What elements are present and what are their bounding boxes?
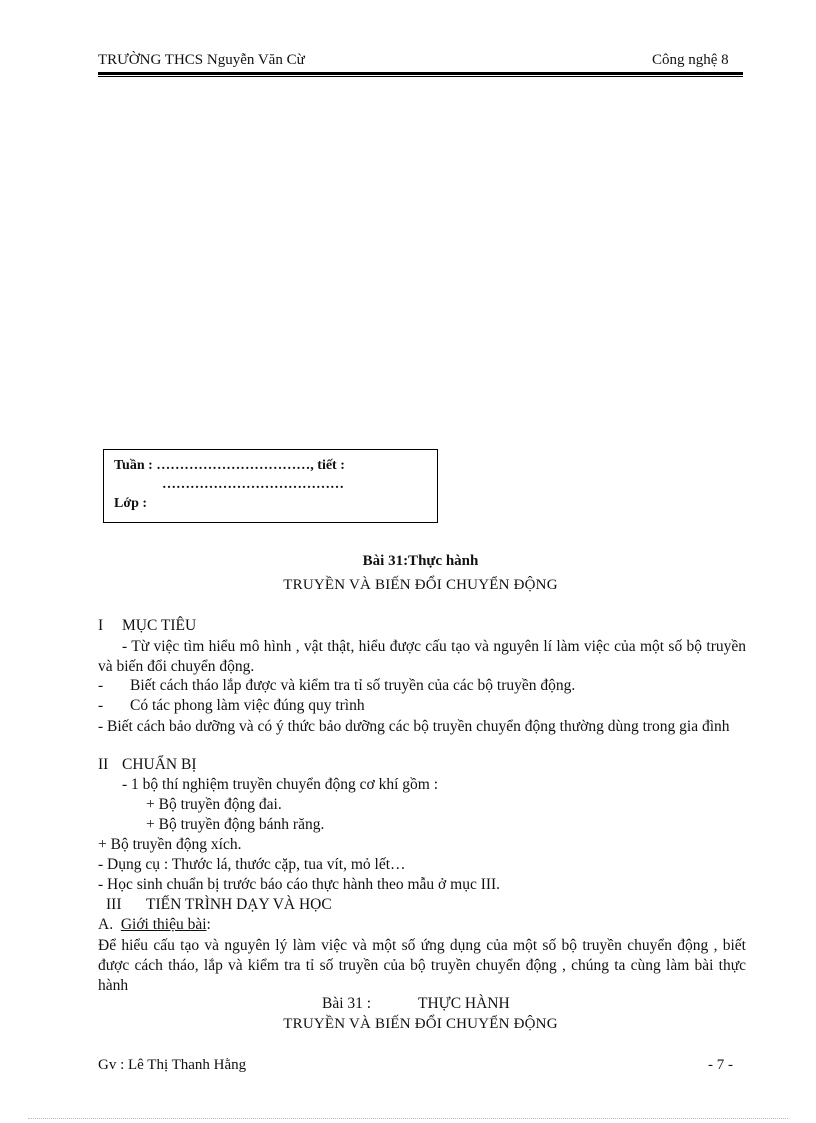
closing-lesson-number: Bài 31 : xyxy=(322,995,372,1012)
section-1-title: MỤC TIÊU xyxy=(122,617,197,634)
header-rule-thin xyxy=(98,76,743,77)
prep-sub-3: + Bộ truyền động xích. xyxy=(98,836,242,853)
info-box xyxy=(103,449,438,523)
section-3-title: TIẾN TRÌNH DẠY VÀ HỌC xyxy=(146,896,332,913)
footer-teacher: Gv : Lê Thị Thanh Hằng xyxy=(98,1057,247,1073)
part-a-colon: : xyxy=(206,916,211,933)
objective-3: Có tác phong làm việc đúng quy trình xyxy=(130,697,365,714)
lesson-title: Bài 31:Thực hành xyxy=(362,553,479,569)
closing-subtitle: TRUYỀN VÀ BIẾN ĐỔI CHUYỂN ĐỘNG xyxy=(283,1016,558,1032)
objective-4: - Biết cách bảo dưỡng và có ý thức bảo dưỡng các bộ truyền chuyển động thường dùng trong gia đình xyxy=(98,718,730,735)
class-line: Lớp : xyxy=(114,496,148,511)
part-a-label: A. xyxy=(98,916,114,933)
section-3-number: III xyxy=(106,896,122,913)
intro-paragraph: Để hiểu cấu tạo và nguyên lý làm việc và một số ứng dụng của một số bộ truyền chuyển động , biết được cách tháo, lắp và kiểm tra tỉ số truyền của bộ truyền chuyển động , chúng ta cùng làm bài thực hành xyxy=(98,937,746,994)
prep-item-2: - Dụng cụ : Thước lá, thước cặp, tua vít, mỏ lết… xyxy=(98,856,406,873)
footer-page-number: - 7 - xyxy=(708,1057,733,1073)
objective-3-dash: - xyxy=(98,697,104,714)
prep-item-3: - Học sinh chuẩn bị trước báo cáo thực hành theo mẫu ở mục III. xyxy=(98,876,501,893)
prep-item-1: - 1 bộ thí nghiệm truyền chuyển động cơ khí gồm : xyxy=(122,776,438,793)
part-a-title: Giới thiệu bài xyxy=(120,916,207,933)
header-subject: Công nghệ 8 xyxy=(652,52,729,68)
section-1-number: I xyxy=(98,617,104,634)
section-2-number: II xyxy=(98,756,109,773)
dots-line: ………………………………… xyxy=(162,477,344,492)
closing-lesson-title: THỰC HÀNH xyxy=(418,995,510,1012)
week-period-line: Tuần : ……………………………, tiết : xyxy=(114,458,345,473)
part-a-heading xyxy=(98,916,211,934)
prep-sub-1: + Bộ truyền động đai. xyxy=(146,796,282,813)
prep-sub-2: + Bộ truyền động bánh răng. xyxy=(146,816,325,833)
bottom-dotted-border xyxy=(28,1118,788,1119)
lesson-subtitle: TRUYỀN VÀ BIẾN ĐỔI CHUYỂN ĐỘNG xyxy=(283,577,558,593)
header-school: TRƯỜNG THCS Nguyễn Văn Cừ xyxy=(98,52,305,68)
objective-1: - Từ việc tìm hiểu mô hình , vật thật, hiểu được cấu tạo và nguyên lí làm việc của một số bộ truyền và biến đổi chuyển động. xyxy=(98,638,746,675)
header-rule xyxy=(98,72,743,75)
objective-2: Biết cách tháo lắp được và kiểm tra tỉ số truyền của các bộ truyền động. xyxy=(130,677,576,694)
objective-2-dash: - xyxy=(98,677,104,694)
section-2-title: CHUẨN BỊ xyxy=(122,756,197,773)
